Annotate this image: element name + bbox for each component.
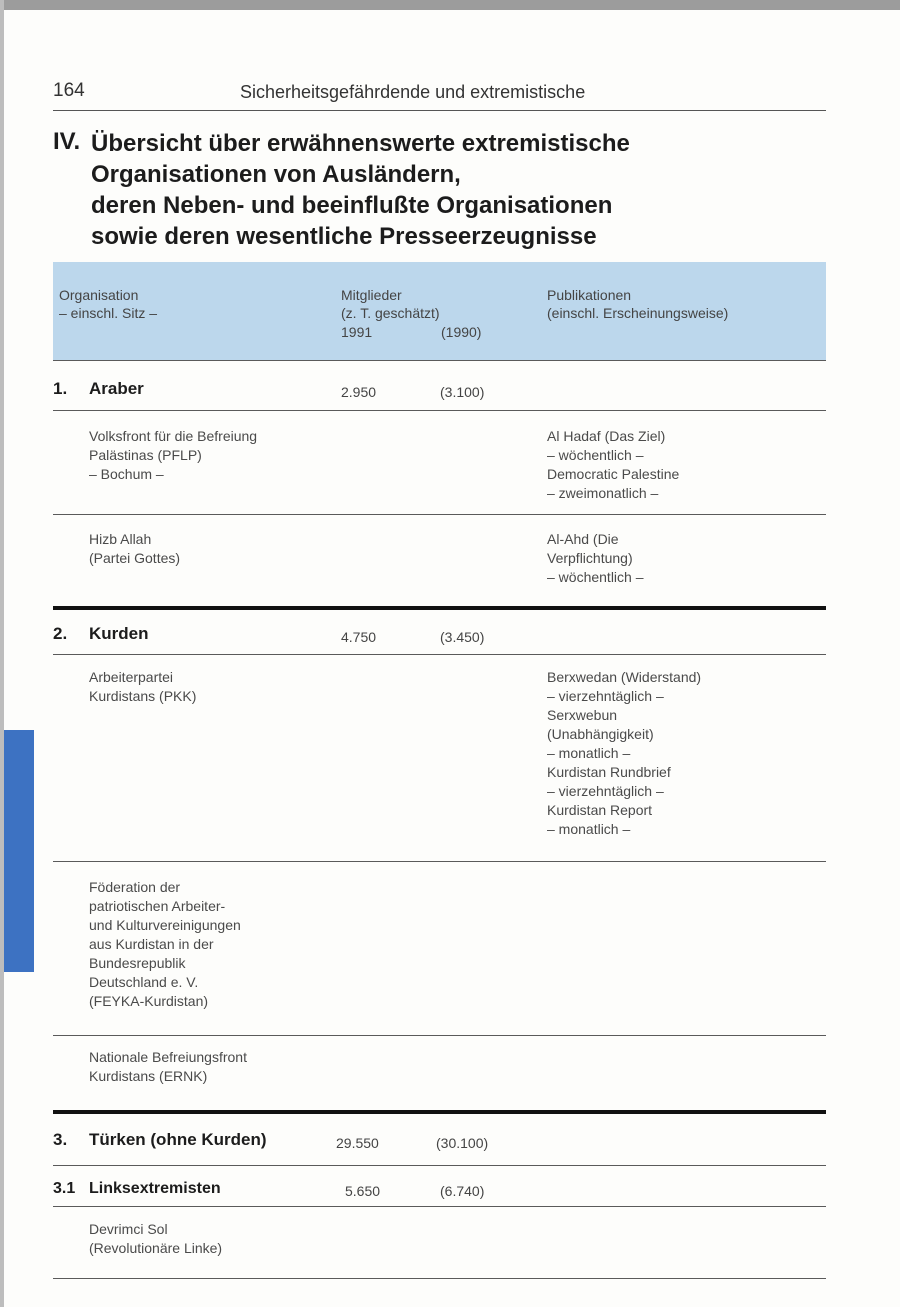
section-name: Türken (ohne Kurden)	[89, 1130, 267, 1149]
organisation-name: Hizb Allah (Partei Gottes)	[89, 531, 181, 566]
organisation-name: Arbeiterpartei Kurdistans (PKK)	[89, 669, 197, 704]
section-number: 2.	[53, 624, 68, 643]
header-rule	[53, 110, 826, 111]
row-rule	[53, 654, 826, 655]
section-number: 1.	[53, 379, 68, 398]
members-1990: (30.100)	[436, 1135, 489, 1151]
members-1990: (3.100)	[440, 384, 485, 400]
organisation-name: Volksfront für die Befreiung Palästinas (PFLP) – Bochum –	[89, 428, 258, 482]
section-number: 3.	[53, 1130, 68, 1149]
organisation-name: Devrimci Sol (Revolutionäre Linke)	[89, 1221, 223, 1256]
scan-edge-top	[0, 0, 900, 10]
title-line: Organisationen von Ausländern,	[91, 161, 461, 188]
running-head: Sicherheitsgefährdende und extremistische	[240, 82, 586, 102]
organisation-name: Nationale Befreiungsfront Kurdistans (ERNK)	[89, 1049, 247, 1084]
chapter-marker-tab	[4, 730, 34, 972]
section-number: 3.1	[53, 1180, 76, 1197]
header-organisation: Organisation – einschl. Sitz –	[59, 287, 158, 321]
section-name: Linksextremisten	[89, 1180, 221, 1197]
row-rule	[53, 1206, 826, 1207]
members-1991: 2.950	[341, 384, 377, 400]
section-name: Araber	[89, 379, 144, 398]
page-number: 164	[53, 80, 85, 101]
title-line: deren Neben- und beeinflußte Organisationen	[91, 192, 613, 219]
row-rule	[53, 1035, 826, 1036]
organisation-name: Föderation der patriotischen Arbeiter- und Kulturvereinigungen aus Kurdistan in der Bundesrepublik Deutschland e. V. (FEYKA-Kurdistan)	[89, 879, 241, 1009]
header-year-1990: (1990)	[441, 324, 482, 340]
publication-list: Berxwedan (Widerstand) – vierzehntäglich – Serxwebun (Unabhängigkeit) – monatlich – Kurdistan Rundbrief – vierzehntäglich – Kurdistan Report – monatlich –	[547, 669, 702, 837]
members-1990: (3.450)	[440, 629, 485, 645]
scan-edge-left	[0, 0, 4, 1307]
title-line: sowie deren wesentliche Presseerzeugnisse	[91, 223, 597, 250]
header-bottom-rule	[53, 360, 826, 361]
row-rule	[53, 514, 826, 515]
title-line: Übersicht über erwähnenswerte extremistische	[91, 130, 630, 157]
members-1991: 5.650	[345, 1183, 381, 1199]
header-year-1991: 1991	[341, 324, 373, 340]
row-rule	[53, 410, 826, 411]
row-rule	[53, 861, 826, 862]
publication-list: Al-Ahd (Die Verpflichtung) – wöchentlich –	[547, 531, 644, 585]
section-name: Kurden	[89, 624, 149, 643]
header-mitglieder: Mitglieder (z. T. geschätzt)	[341, 287, 440, 321]
row-rule	[53, 1165, 826, 1166]
section-divider	[53, 1110, 826, 1114]
page-title	[91, 128, 630, 252]
row-rule	[53, 1278, 826, 1279]
members-1991: 29.550	[336, 1135, 379, 1151]
publication-list: Al Hadaf (Das Ziel) – wöchentlich – Democratic Palestine – zweimonatlich –	[547, 428, 680, 501]
members-1990: (6.740)	[440, 1183, 485, 1199]
header-publikationen: Publikationen (einschl. Erscheinungsweise)	[547, 287, 729, 321]
section-divider	[53, 606, 826, 610]
members-1991: 4.750	[341, 629, 377, 645]
title-number: IV.	[53, 128, 81, 155]
